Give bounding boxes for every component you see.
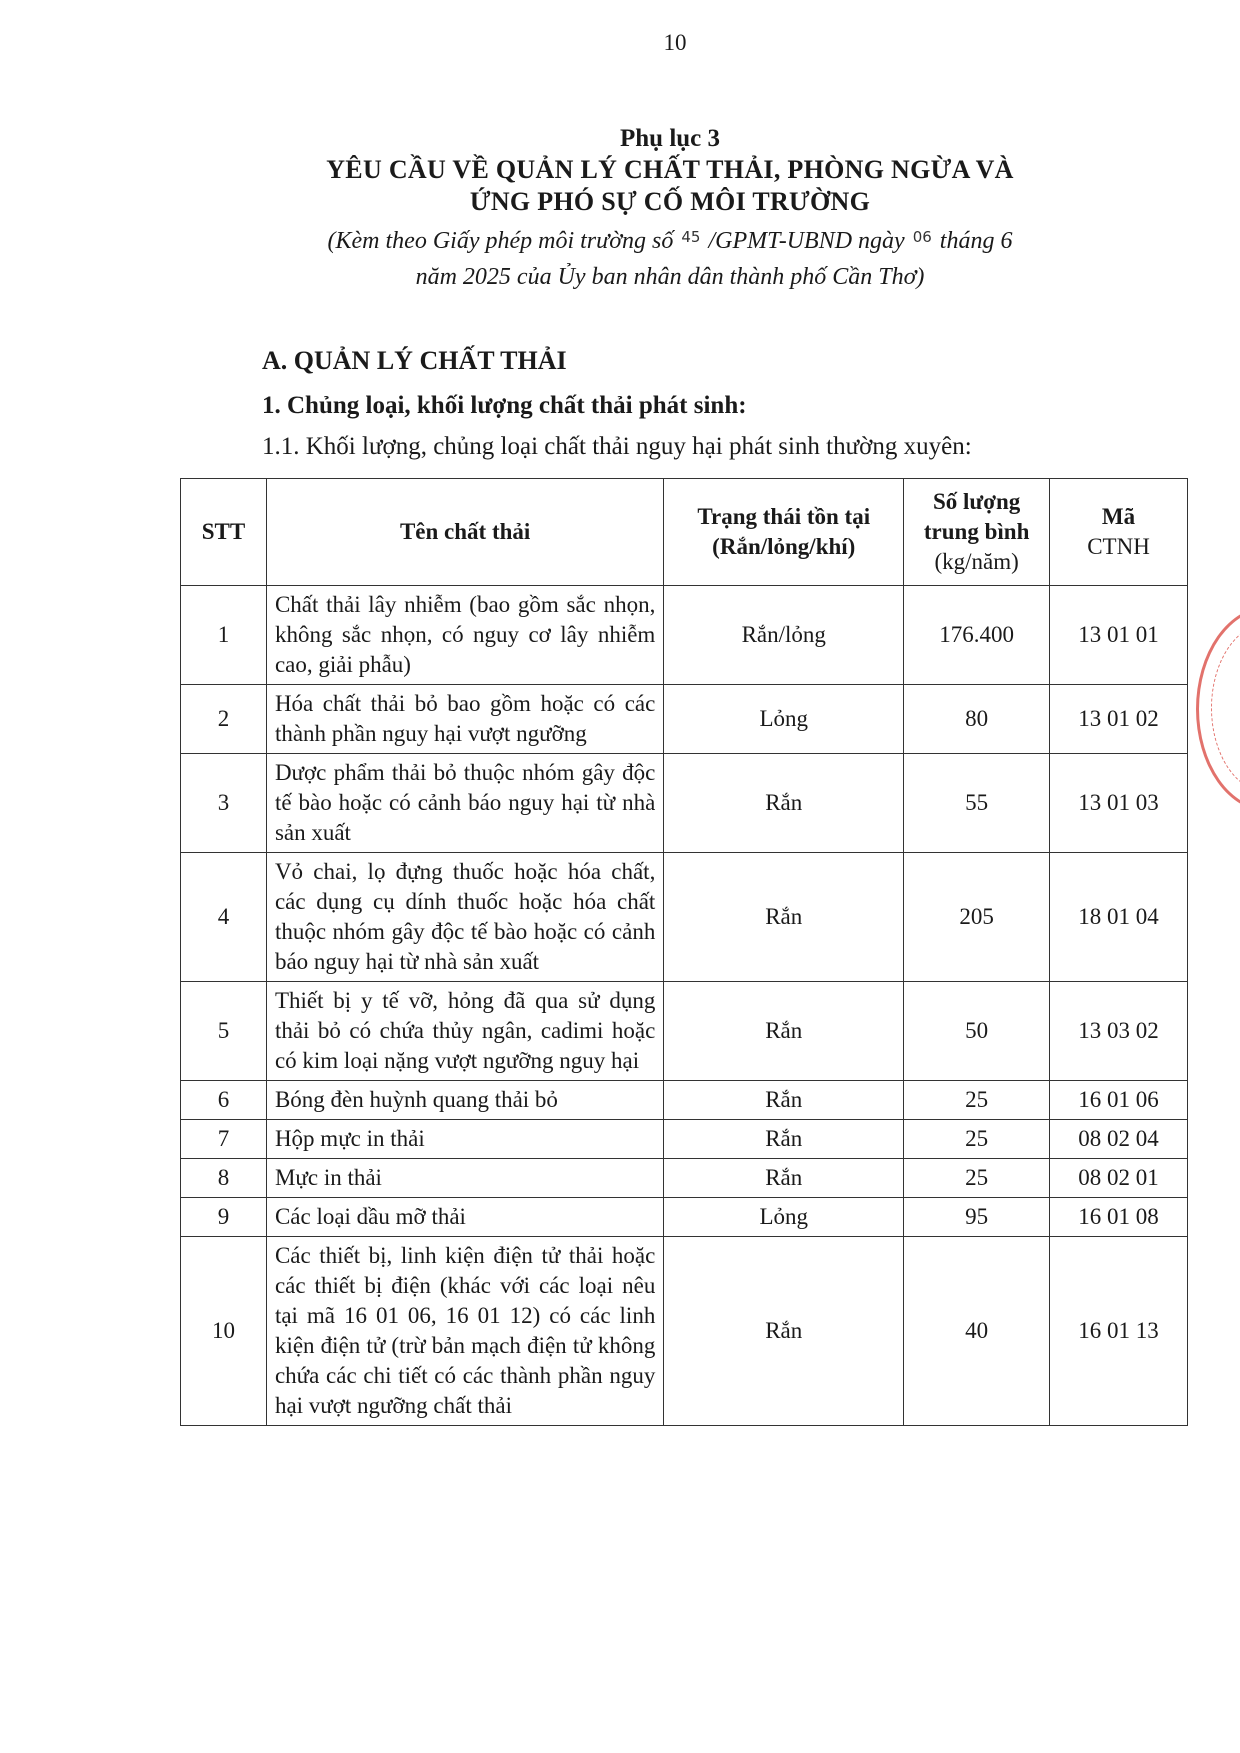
cell-state: Rắn/lỏng (664, 586, 904, 685)
table-row (181, 1159, 1188, 1198)
appendix-subtitle (180, 220, 1160, 258)
appendix-subtitle-line-2: năm 2025 của Ủy ban nhân dân thành phố Cần Thơ) (415, 264, 925, 290)
cell-waste-name: Vỏ chai, lọ đựng thuốc hoặc hóa chất, các dụng cụ dính thuốc hoặc hóa chất thuộc nhóm gây độc tế bào hoặc có cảnh báo nguy hại từ nhà sản xuất (266, 853, 663, 982)
table-row (181, 586, 1188, 685)
cell-quantity: 80 (904, 685, 1050, 754)
cell-state: Lỏng (664, 685, 904, 754)
cell-quantity: 95 (904, 1198, 1050, 1237)
cell-code: 16 01 06 (1050, 1081, 1188, 1120)
page-number: 10 (663, 30, 687, 55)
table-row (181, 1081, 1188, 1120)
header-stt: STT (181, 479, 267, 586)
permit-day: 06 (912, 228, 932, 246)
appendix-label: Phụ lục 3 (619, 125, 721, 152)
cell-stt: 10 (181, 1237, 267, 1426)
cell-waste-name: Hộp mực in thải (266, 1120, 663, 1159)
header-quantity (904, 479, 1050, 586)
table-row (181, 982, 1188, 1081)
cell-state: Lỏng (664, 1198, 904, 1237)
cell-state: Rắn (664, 1237, 904, 1426)
cell-quantity: 176.400 (904, 586, 1050, 685)
cell-quantity: 50 (904, 982, 1050, 1081)
section-1-heading: 1. Chủng loại, khối lượng chất thải phát sinh: (262, 392, 747, 419)
cell-state: Rắn (664, 1081, 904, 1120)
cell-stt: 5 (181, 982, 267, 1081)
cell-waste-name: Chất thải lây nhiễm (bao gồm sắc nhọn, không sắc nhọn, có nguy cơ lây nhiễm cao, giải phẫu) (266, 586, 663, 685)
header-quantity-line-1: Số lượng (932, 489, 1021, 514)
header-waste-name: Tên chất thải (266, 479, 663, 586)
cell-waste-name: Các thiết bị, linh kiện điện tử thải hoặc các thiết bị điện (khác với các loại nêu tại mã 16 01 06, 16 01 12) có các linh kiện điện tử (trừ bản mạch điện tử không chứa các chi tiết có các thành phần nguy hại vượt ngưỡng chất thải (266, 1237, 663, 1426)
cell-state: Rắn (664, 754, 904, 853)
cell-quantity: 25 (904, 1081, 1050, 1120)
header-code-line-2: CTNH (1087, 534, 1150, 559)
cell-waste-name: Các loại dầu mỡ thải (266, 1198, 663, 1237)
header-state (664, 479, 904, 586)
cell-code: 13 03 02 (1050, 982, 1188, 1081)
subtitle-part-1: (Kèm theo Giấy phép môi trường số (327, 228, 674, 254)
cell-code: 18 01 04 (1050, 853, 1188, 982)
cell-quantity: 205 (904, 853, 1050, 982)
cell-waste-name: Thiết bị y tế vỡ, hỏng đã qua sử dụng thải bỏ có chứa thủy ngân, cadimi hoặc có kim loại nặng vượt ngưỡng nguy hại (266, 982, 663, 1081)
header-quantity-unit: (kg/năm) (934, 549, 1019, 574)
subtitle-part-2: /GPMT-UBND ngày (708, 228, 905, 254)
cell-code: 16 01 08 (1050, 1198, 1188, 1237)
cell-quantity: 40 (904, 1237, 1050, 1426)
hazardous-waste-table (180, 478, 1188, 1426)
cell-state: Rắn (664, 1120, 904, 1159)
cell-stt: 2 (181, 685, 267, 754)
cell-code: 08 02 04 (1050, 1120, 1188, 1159)
cell-stt: 6 (181, 1081, 267, 1120)
permit-number: 45 (681, 228, 701, 246)
cell-waste-name: Mực in thải (266, 1159, 663, 1198)
cell-quantity: 25 (904, 1120, 1050, 1159)
table-row (181, 853, 1188, 982)
cell-waste-name: Hóa chất thải bỏ bao gồm hoặc có các thành phần nguy hại vượt ngưỡng (266, 685, 663, 754)
cell-state: Rắn (664, 1159, 904, 1198)
cell-stt: 7 (181, 1120, 267, 1159)
header-code-line-1: Mã (1101, 504, 1136, 529)
table-row (181, 754, 1188, 853)
header-quantity-line-2: trung bình (923, 519, 1030, 544)
appendix-header (180, 124, 1160, 294)
header-code (1050, 479, 1188, 586)
cell-code: 16 01 13 (1050, 1237, 1188, 1426)
cell-stt: 3 (181, 754, 267, 853)
official-seal-inner-ring (1211, 623, 1240, 793)
cell-code: 08 02 01 (1050, 1159, 1188, 1198)
cell-waste-name: Dược phẩm thải bỏ thuộc nhóm gây độc tế bào hoặc có cảnh báo nguy hại từ nhà sản xuất (266, 754, 663, 853)
cell-quantity: 55 (904, 754, 1050, 853)
section-1-1-heading: 1.1. Khối lượng, chủng loại chất thải nguy hại phát sinh thường xuyên: (262, 433, 972, 460)
cell-state: Rắn (664, 982, 904, 1081)
table-row (181, 1198, 1188, 1237)
cell-waste-name: Bóng đèn huỳnh quang thải bỏ (266, 1081, 663, 1120)
cell-code: 13 01 01 (1050, 586, 1188, 685)
cell-stt: 1 (181, 586, 267, 685)
appendix-title-line-1: YÊU CẦU VỀ QUẢN LÝ CHẤT THẢI, PHÒNG NGỪA VÀ (326, 155, 1014, 184)
subtitle-part-3: tháng 6 (939, 228, 1013, 254)
official-seal-stamp (1196, 606, 1240, 812)
cell-state: Rắn (664, 853, 904, 982)
header-state-line-2: (Rắn/lỏng/khí) (712, 534, 856, 559)
table-header-row (181, 479, 1188, 586)
cell-code: 13 01 02 (1050, 685, 1188, 754)
header-state-line-1: Trạng thái tồn tại (697, 504, 871, 529)
table-row (181, 1237, 1188, 1426)
cell-stt: 4 (181, 853, 267, 982)
appendix-title-line-2: ỨNG PHÓ SỰ CỐ MÔI TRƯỜNG (469, 187, 871, 216)
cell-stt: 8 (181, 1159, 267, 1198)
cell-stt: 9 (181, 1198, 267, 1237)
table-row (181, 1120, 1188, 1159)
section-a-heading: A. QUẢN LÝ CHẤT THẢI (262, 346, 567, 375)
table-row (181, 685, 1188, 754)
cell-code: 13 01 03 (1050, 754, 1188, 853)
cell-quantity: 25 (904, 1159, 1050, 1198)
